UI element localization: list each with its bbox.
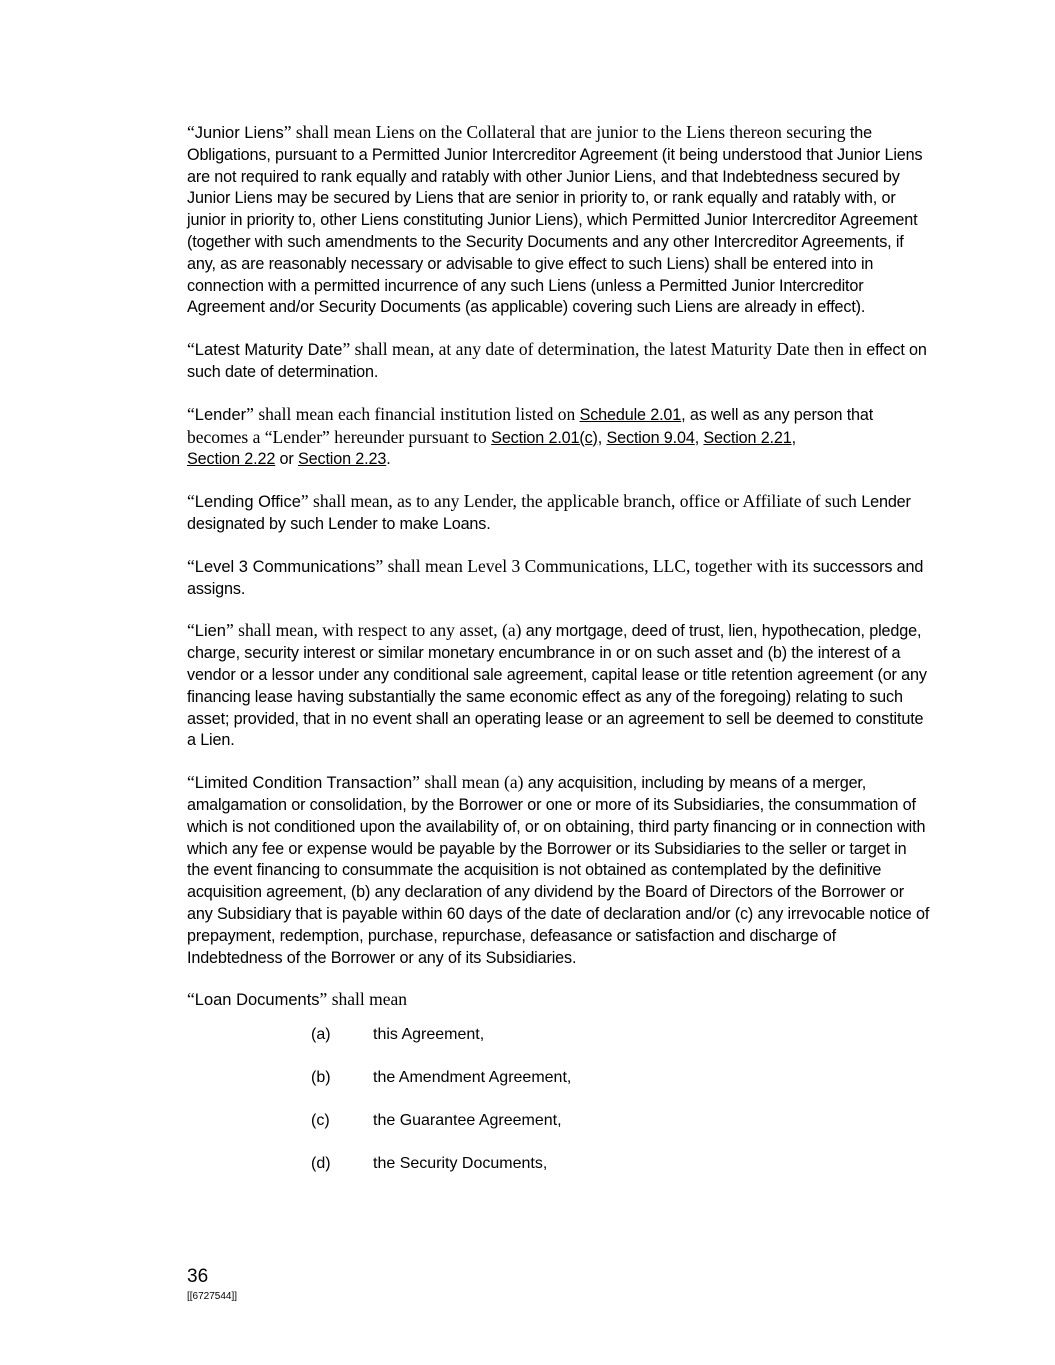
- separator: ,: [791, 428, 796, 447]
- list-item-label: (c): [311, 1112, 330, 1130]
- list-item: [187, 1110, 932, 1153]
- open-quote: “: [187, 555, 195, 576]
- close-quote: ”: [246, 403, 254, 424]
- open-quote: “: [187, 989, 195, 1010]
- definition-latest-maturity-date: [187, 339, 932, 384]
- open-quote: “: [187, 339, 195, 360]
- list-item-label: (a): [311, 1026, 331, 1044]
- document-id: [[6727544]]: [187, 1291, 238, 1302]
- close-quote: ”: [319, 989, 328, 1010]
- defined-term: Limited Condition Transaction: [194, 774, 413, 793]
- section-reference-link[interactable]: Section 2.22: [187, 450, 276, 469]
- list-item-text: the Security Documents,: [373, 1155, 548, 1173]
- list-item: [187, 1024, 932, 1067]
- list-item-label: (b): [311, 1069, 331, 1087]
- definition-intro: shall mean, as to any Lender, the applicable branch, office or Affiliate of such: [308, 491, 857, 512]
- definition-lending-office: [187, 491, 932, 536]
- definition-loan-documents: [187, 989, 932, 1012]
- section-reference-link[interactable]: Section 9.04: [606, 428, 695, 447]
- close-quote: ”: [412, 772, 420, 793]
- definition-body: successors and assigns.: [187, 557, 924, 598]
- definition-lender: [187, 404, 932, 471]
- close-quote: ”: [283, 122, 292, 142]
- defined-term: Lien: [194, 622, 226, 641]
- section-reference-link[interactable]: Section 2.21: [703, 428, 792, 447]
- loan-documents-list: [187, 1024, 932, 1196]
- definition-body: , as well as any person that: [681, 405, 874, 424]
- schedule-reference-link[interactable]: Schedule 2.01: [579, 405, 682, 424]
- list-item-text: this Agreement,: [373, 1026, 485, 1044]
- definition-intro: shall mean Level 3 Communications, LLC, together with its: [383, 555, 809, 576]
- definition-intro: shall mean Liens on the Collateral that are junior to the Liens thereon securing: [291, 122, 846, 142]
- close-quote: ”: [375, 555, 384, 576]
- section-reference-link[interactable]: Section 2.23: [298, 450, 387, 469]
- defined-term: Latest Maturity Date: [194, 341, 343, 360]
- definition-body: any acquisition, including by means of a merger, amalgamation or consolidation, by the Borrower or one or more of its Subsidiaries, the consummation of which is not conditioned upon the availability of, or on obtaining, third party financing or in connection with which any fee or expense would be payable by the Borrower or its Subsidiaries to the seller or target in the event financing to consummate the acquisition is not obtained as contemplated by the definitive acquisition agreement, (b) any declaration of any dividend by the Board of Directors of the Borrower or any Subsidiary that is payable within 60 days of the date of declaration and/or (c) any irrevocable notice of prepayment, redemption, purchase, repurchase, defeasance or satisfaction and discharge of Indebtedness of the Borrower or any of its Subsidiaries.: [187, 774, 930, 967]
- close-quote: ”: [342, 339, 351, 360]
- list-item-text: the Guarantee Agreement,: [373, 1112, 562, 1130]
- close-quote: ”: [225, 620, 234, 641]
- defined-term: Lending Office: [194, 493, 301, 512]
- definition-level-3-communications: [187, 556, 932, 601]
- page-number: 36: [187, 1266, 209, 1287]
- list-item: [187, 1067, 932, 1110]
- definition-intro: shall mean each financial institution listed on: [253, 403, 580, 424]
- open-quote: “: [187, 772, 195, 793]
- definition-intro: shall mean: [327, 989, 408, 1010]
- definition-junior-liens: [187, 122, 932, 319]
- open-quote: “: [187, 620, 195, 641]
- definition-body: Lender designated by such Lender to make Loans.: [187, 493, 911, 533]
- list-item-text: the Amendment Agreement,: [373, 1069, 572, 1087]
- separator: ,: [597, 428, 607, 447]
- defined-term: Lender: [194, 405, 247, 424]
- defined-term: Level 3 Communications: [194, 557, 376, 576]
- period: .: [386, 450, 391, 469]
- open-quote: “: [187, 403, 195, 424]
- definition-lien: [187, 620, 932, 752]
- defined-term: Junior Liens: [194, 124, 284, 142]
- definition-body: any mortgage, deed of trust, lien, hypothecation, pledge, charge, security interest or similar monetary encumbrance in or on such asset and (b) the interest of a vendor or a lessor under any conditional sale agreement, capital lease or title retention agreement (or any financing lease having substantially the same economic effect as any of the foregoing) relating to such asset; provided, that in no event shall an operating lease or an agreement to sell be deemed to constitute a Lien.: [187, 622, 927, 750]
- list-item-label: (d): [311, 1155, 331, 1173]
- close-quote: ”: [300, 491, 309, 512]
- open-quote: “: [187, 491, 195, 512]
- definition-body: the Obligations, pursuant to a Permitted Junior Intercreditor Agreement (it being understood that Junior Liens are not required to rank equally and ratably with other Junior Liens, and that Indebtedness secured by Junior Liens may be secured by Liens that are senior in priority to, or rank equally and ratably with, or junior in priority to, other Liens constituting Junior Liens), which Permitted Junior Intercreditor Agreement (together with such amendments to the Security Documents and any other Intercreditor Agreements, if any, as are reasonably necessary or advisable to give effect to such Liens) shall be entered into in connection with a permitted incurrence of any such Liens (unless a Permitted Junior Intercreditor Agreement and/or Security Documents (as applicable) covering such Liens are already in effect).: [187, 124, 923, 317]
- open-quote: “: [187, 122, 195, 142]
- definition-intro: shall mean, at any date of determination, the latest Maturity Date then in: [350, 339, 862, 360]
- separator: or: [275, 450, 298, 469]
- defined-term: Loan Documents: [194, 991, 320, 1010]
- section-reference-link[interactable]: Section 2.01(c): [491, 428, 598, 447]
- list-item: [187, 1153, 932, 1196]
- definition-limited-condition-transaction: [187, 772, 932, 969]
- document-page: [187, 122, 932, 1196]
- definition-continuation: becomes a “Lender” hereunder pursuant to: [187, 426, 492, 447]
- definition-intro: shall mean (a): [419, 772, 524, 793]
- definition-body: effect on such date of determination.: [187, 341, 927, 381]
- separator: ,: [694, 428, 704, 447]
- definition-intro: shall mean, with respect to any asset, (a): [233, 620, 522, 641]
